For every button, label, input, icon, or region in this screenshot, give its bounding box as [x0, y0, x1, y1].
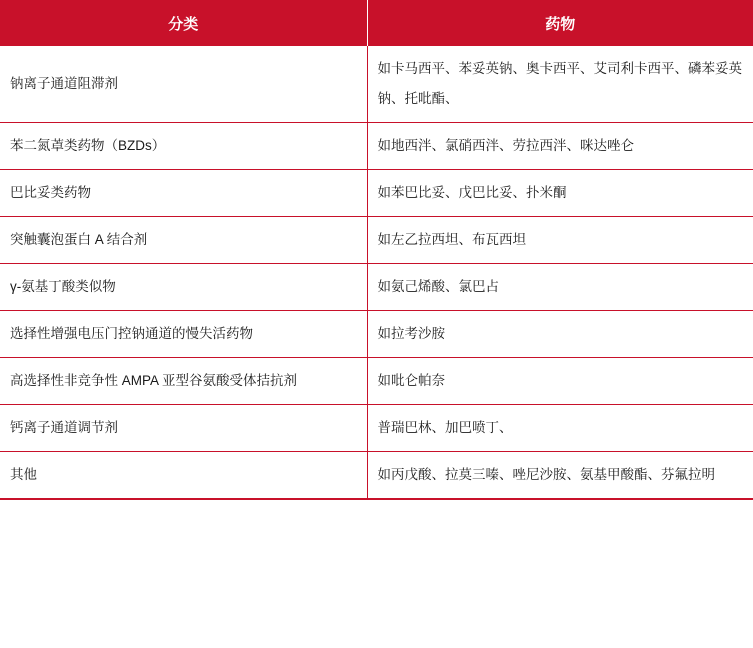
cell-category: 其他 — [0, 452, 367, 500]
column-header-category: 分类 — [0, 0, 367, 46]
cell-drugs: 如拉考沙胺 — [367, 311, 753, 358]
cell-drugs: 如氨己烯酸、氯巴占 — [367, 264, 753, 311]
cell-drugs: 如卡马西平、苯妥英钠、奥卡西平、艾司利卡西平、磷苯妥英钠、托吡酯、 — [367, 46, 753, 123]
cell-category: 钙离子通道调节剂 — [0, 405, 367, 452]
cell-category: 高选择性非竞争性 AMPA 亚型谷氨酸受体拮抗剂 — [0, 358, 367, 405]
column-header-drugs: 药物 — [367, 0, 753, 46]
table-row — [0, 123, 753, 170]
table-row — [0, 170, 753, 217]
cell-category: 选择性增强电压门控钠通道的慢失活药物 — [0, 311, 367, 358]
table-row — [0, 311, 753, 358]
cell-drugs: 如吡仑帕奈 — [367, 358, 753, 405]
cell-drugs: 如地西泮、氯硝西泮、劳拉西泮、咪达唑仑 — [367, 123, 753, 170]
table-header — [0, 0, 753, 46]
table-row — [0, 358, 753, 405]
cell-category: 巴比妥类药物 — [0, 170, 367, 217]
cell-drugs: 如左乙拉西坦、布瓦西坦 — [367, 217, 753, 264]
cell-drugs: 如苯巴比妥、戊巴比妥、扑米酮 — [367, 170, 753, 217]
table-body — [0, 46, 753, 499]
table-header-row — [0, 0, 753, 46]
table-row — [0, 405, 753, 452]
cell-drugs: 如丙戊酸、拉莫三嗪、唑尼沙胺、氨基甲酸酯、芬氟拉明 — [367, 452, 753, 500]
cell-category: γ-氨基丁酸类似物 — [0, 264, 367, 311]
cell-category: 苯二氮䓬类药物（BZDs） — [0, 123, 367, 170]
cell-category: 突触囊泡蛋白 A 结合剂 — [0, 217, 367, 264]
cell-category: 钠离子通道阻滞剂 — [0, 46, 367, 123]
table-row — [0, 217, 753, 264]
table-row — [0, 452, 753, 500]
cell-drugs: 普瑞巴林、加巴喷丁、 — [367, 405, 753, 452]
table-row — [0, 46, 753, 123]
table-row — [0, 264, 753, 311]
